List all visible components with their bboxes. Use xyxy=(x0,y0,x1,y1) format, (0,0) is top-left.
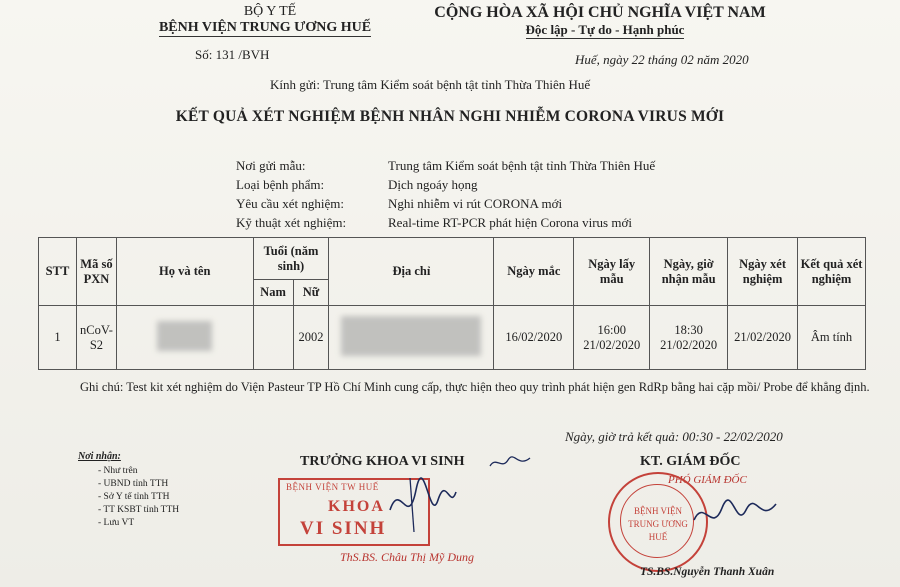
redacted-address-blur xyxy=(341,316,481,356)
list-item: - Lưu VT xyxy=(98,517,179,530)
header-sample: Ngày lấy mẫu xyxy=(574,238,650,306)
left-initial-signature-icon xyxy=(488,452,532,474)
cell-address-redacted xyxy=(329,306,494,370)
list-item: - UBND tỉnh TTH xyxy=(98,478,179,491)
cell-female: 2002 xyxy=(293,306,329,370)
cell-onset: 16/02/2020 xyxy=(494,306,574,370)
header-female: Nữ xyxy=(293,280,329,306)
list-item: - Như trên xyxy=(98,465,179,478)
cell-male xyxy=(253,306,293,370)
stamp-round-line2: TRUNG ƯƠNG xyxy=(628,519,688,529)
table-row xyxy=(39,306,866,370)
stamp-rect-line1: BỆNH VIỆN TW HUẾ xyxy=(286,482,379,492)
ministry-name: BỘ Y TẾ xyxy=(243,4,297,19)
meta-label-technique: Kỹ thuật xét nghiệm: xyxy=(236,215,347,230)
signer-name-right: TS.BS.Nguyễn Thanh Xuân xyxy=(640,566,775,578)
table-header-row xyxy=(39,238,866,280)
meta-value-sender: Trung tâm Kiểm soát bệnh tật tỉnh Thừa Thiên Huế xyxy=(388,158,656,173)
stamp-rect-line3: VI SINH xyxy=(300,518,387,539)
document-number: Số: 131 /BVH xyxy=(195,47,270,62)
cell-received-time: 18:30 xyxy=(674,322,703,337)
signature-title-right: KT. GIÁM ĐỐC xyxy=(640,454,741,469)
cell-sample xyxy=(574,306,650,370)
cell-received-date: 21/02/2020 xyxy=(660,337,718,352)
cell-sample-time: 16:00 xyxy=(597,322,626,337)
recipients-list xyxy=(98,465,179,530)
meta-value-specimen: Dịch ngoáy họng xyxy=(388,177,478,192)
meta-label-request: Yêu cầu xét nghiệm: xyxy=(236,196,344,211)
recipient-line: Kính gửi: Trung tâm Kiểm soát bệnh tật tỉnh Thừa Thiên Huế xyxy=(270,77,591,92)
header-pxn: Mã số PXN xyxy=(76,238,116,306)
nation-name: CỘNG HÒA XÃ HỘI CHỦ NGHĨA VIỆT NAM xyxy=(434,4,766,21)
header-onset: Ngày mắc xyxy=(494,238,574,306)
header-address: Địa chỉ xyxy=(329,238,494,306)
recipients-title: Nơi nhận: xyxy=(78,451,121,462)
header-male: Nam xyxy=(253,280,293,306)
meta-value-request: Nghi nhiễm vi rút CORONA mới xyxy=(388,196,563,211)
header-result: Kết quả xét nghiệm xyxy=(798,238,866,306)
right-signature-icon xyxy=(690,490,780,540)
list-item: - Sở Y tế tỉnh TTH xyxy=(98,491,179,504)
cell-pxn: nCoV-S2 xyxy=(76,306,116,370)
signer-name-left: ThS.BS. Châu Thị Mỹ Dung xyxy=(340,550,475,564)
cell-tested: 21/02/2020 xyxy=(728,306,798,370)
cell-sample-date: 21/02/2020 xyxy=(583,337,641,352)
results-table xyxy=(38,237,866,370)
header-tested: Ngày xét nghiệm xyxy=(728,238,798,306)
signature-subtitle-right: PHÓ GIÁM ĐỐC xyxy=(668,474,747,486)
header-received: Ngày, giờ nhận mẫu xyxy=(650,238,728,306)
result-return-time: Ngày, giờ trả kết quả: 00:30 - 22/02/2020 xyxy=(565,429,783,444)
note-text: Ghi chú: Test kit xét nghiệm do Viện Pasteur TP Hồ Chí Minh cung cấp, thực hiện theo quy trình phát hiện gen RdRp bằng hai cặp mồi/ Probe để khẳng định. xyxy=(80,380,870,394)
place-date: Huế, ngày 22 tháng 02 năm 2020 xyxy=(575,52,749,67)
cell-name-redacted xyxy=(116,306,253,370)
cell-result: Âm tính xyxy=(798,306,866,370)
cell-received xyxy=(650,306,728,370)
meta-label-specimen: Loại bệnh phẩm: xyxy=(236,177,325,192)
meta-value-technique: Real-time RT-PCR phát hiện Corona virus mới xyxy=(388,215,632,230)
document-title: KẾT QUẢ XÉT NGHIỆM BỆNH NHÂN NGHI NHIỄM CORONA VIRUS MỚI xyxy=(175,108,725,125)
cell-stt: 1 xyxy=(39,306,77,370)
signature-title-left: TRƯỞNG KHOA VI SINH xyxy=(300,454,465,469)
stamp-round-line1: BỆNH VIỆN xyxy=(633,506,683,516)
hospital-name-text: BỆNH VIỆN TRUNG ƯƠNG HUẾ xyxy=(158,20,372,35)
list-item: - TT KSBT tỉnh TTH xyxy=(98,504,179,517)
header-age: Tuổi (năm sinh) xyxy=(253,238,329,280)
stamp-round-line3: HUẾ xyxy=(648,532,668,542)
redacted-name-blur xyxy=(157,321,212,351)
national-motto xyxy=(455,22,755,38)
national-motto-text: Độc lập - Tự do - Hạnh phúc xyxy=(525,22,685,37)
header-name: Họ và tên xyxy=(116,238,253,306)
stamp-rect-line2: KHOA xyxy=(328,498,385,515)
hospital-name xyxy=(130,20,400,36)
meta-label-sender: Nơi gửi mẫu: xyxy=(236,158,306,173)
header-stt: STT xyxy=(39,238,77,306)
left-signature-icon xyxy=(380,470,460,540)
